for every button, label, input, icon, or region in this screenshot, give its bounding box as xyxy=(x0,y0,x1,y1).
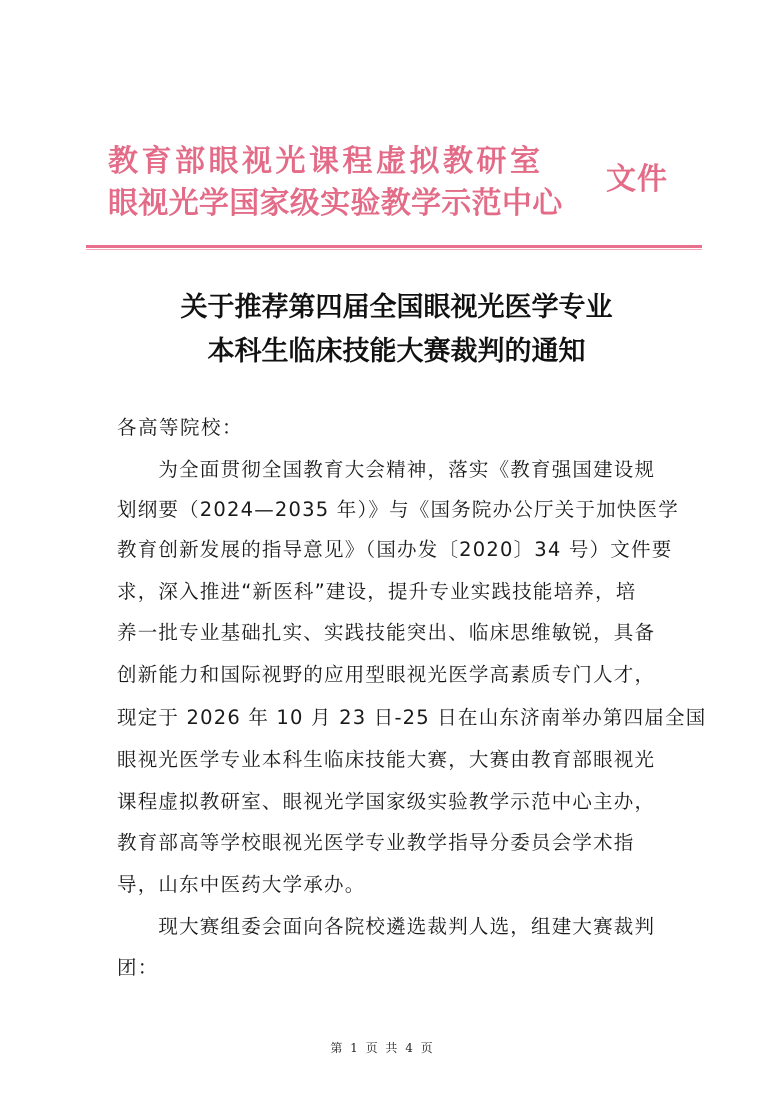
body-line: 教育部高等学校眼视光医学专业教学指导分委员会学术指 xyxy=(117,831,635,854)
body-line: 导，山东中医药大学承办。 xyxy=(117,873,366,896)
body-line: 现定于 2026 年 10 月 23 日-25 日在山东济南举办第四届全国 xyxy=(117,706,707,729)
salutation: 各高等院校： xyxy=(117,416,244,439)
header-divider-thin xyxy=(86,249,702,250)
body-line: 求，深入推进“新医科”建设，提升专业实践技能培养，培 xyxy=(117,580,637,603)
body-line: 团： xyxy=(117,956,159,979)
header-document-suffix: 文件 xyxy=(606,162,668,197)
body-line: 教育创新发展的指导意见》（国办发〔2020〕34 号）文件要 xyxy=(117,538,673,561)
header-issuer-line-2: 眼视光学国家级实验教学示范中心 xyxy=(108,186,563,221)
header-divider xyxy=(86,245,702,248)
header-issuer-line-1: 教育部眼视光课程虚拟教研室 xyxy=(108,144,544,179)
document-header xyxy=(108,142,708,232)
page-number-footer: 第 1 页 共 4 页 xyxy=(330,1041,435,1055)
body-line: 课程虚拟教研室、眼视光学国家级实验教学示范中心主办， xyxy=(117,790,656,813)
document-title-line-1: 关于推荐第四届全国眼视光医学专业 xyxy=(180,292,613,323)
body-line: 为全面贯彻全国教育大会精神，落实《教育强国建设规 xyxy=(117,458,656,481)
body-line: 现大赛组委会面向各院校遴选裁判人选，组建大赛裁判 xyxy=(117,915,656,938)
body-line: 创新能力和国际视野的应用型眼视光医学高素质专门人才， xyxy=(117,663,656,686)
document-title-line-2: 本科生临床技能大赛裁判的通知 xyxy=(207,336,586,367)
body-line: 眼视光医学专业本科生临床技能大赛，大赛由教育部眼视光 xyxy=(117,748,656,771)
body-line: 养一批专业基础扎实、实践技能突出、临床思维敏锐，具备 xyxy=(117,621,656,644)
body-line: 划纲要（2024—2035 年）》与《国务院办公厅关于加快医学 xyxy=(117,498,679,521)
